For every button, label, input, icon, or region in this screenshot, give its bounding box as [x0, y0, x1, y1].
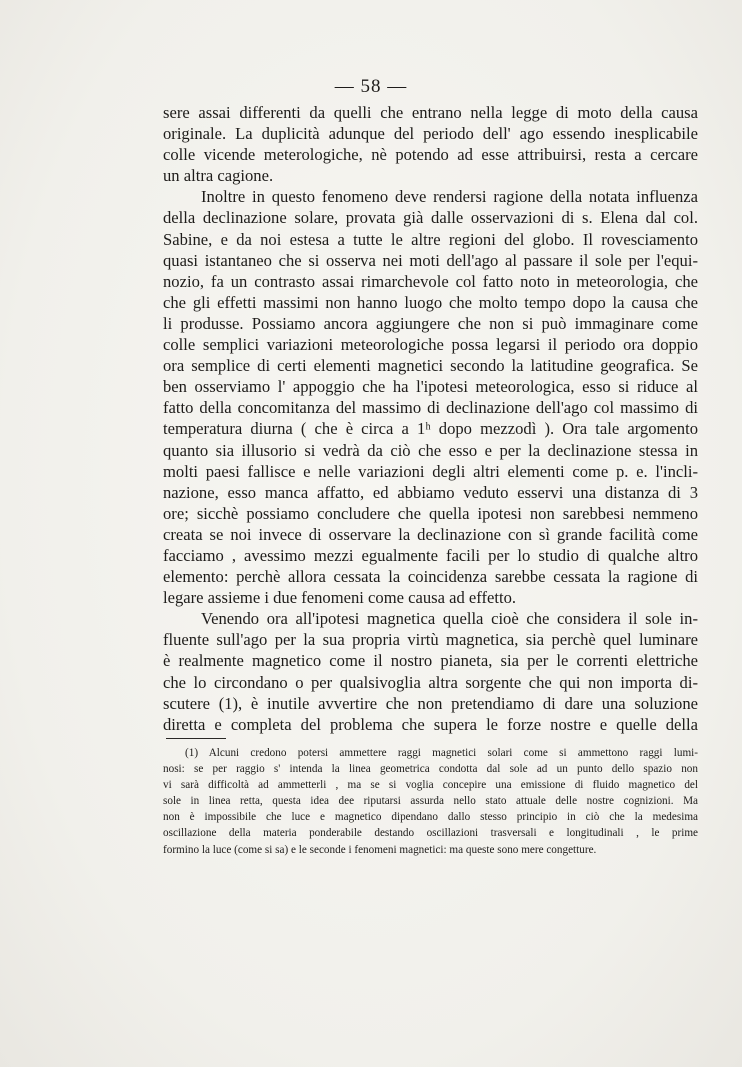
main-text-block	[163, 102, 698, 735]
text-line: colle vicende meterologiche, nè potendo ad esse attribuirsi, resta a cercare	[163, 145, 698, 165]
text-line: Inoltre in questo fenomeno deve rendersi ragione della notata influenza	[201, 187, 698, 207]
footnote-line: nosi: se per raggio s' intenda la linea geometrica condotta dal sole ad un punto dello spazio non	[163, 763, 698, 776]
footnote-line: sole in linea retta, questa idea dee riputarsi assurda nello stato attuale delle nostre cognizioni. Ma	[163, 795, 698, 808]
footnote-block	[163, 745, 698, 858]
text-line: è realmente magnetico come il nostro pianeta, sia per le correnti elettriche	[163, 651, 698, 671]
text-line: sere assai differenti da quelli che entrano nella legge di moto della causa	[163, 103, 698, 122]
footnote-separator-rule	[166, 738, 226, 739]
text-line: scutere (1), è inutile avvertire che non pretendiamo di dare una soluzione	[163, 693, 698, 713]
text-line: nozio, fa un contrasto assai rimarchevole col fatto noto in meteorologia, che	[163, 271, 698, 291]
text-line: ora semplice di certi elementi magnetici secondo la latitudine geografica. Se	[163, 356, 698, 376]
text-line: fatto della concomitanza del massimo di declinazione dell'ago col massimo di	[163, 398, 698, 418]
text-line: fluente sull'ago per la sua propria virtù magnetica, sia perchè quel luminare	[163, 630, 698, 650]
text-line: originale. La duplicità adunque del periodo dell' ago essendo inesplicabile	[163, 124, 698, 144]
text-line: diretta e completa del problema che supera le forze nostre e quelle della	[163, 714, 698, 734]
text-line: legare assieme i due fenomeni come causa ad effetto.	[163, 588, 517, 608]
text-line: temperatura diurna ( che è circa a 1ʰ dopo mezzodì ). Ora tale argomento	[163, 419, 698, 439]
footnote-line: (1) Alcuni credono potersi ammettere raggi magnetici solari come si ammettono raggi lumi-	[185, 747, 698, 759]
page-number: — 58 —	[334, 76, 408, 97]
text-line: quanto sia illusorio si vedrà da ciò che esso e per la declinazione stessa in	[163, 440, 698, 460]
text-line: che lo circondano o per qualsivoglia altra sorgente che qui non importa di-	[163, 672, 698, 692]
footnote-line: oscillazione della materia ponderabile destando oscillazioni trasversali e longitudinali , le prime	[163, 827, 698, 840]
text-line: che gli effetti massimi non hanno luogo che molto tempo dopo la causa che	[163, 292, 698, 312]
text-line: ore; sicchè possiamo concludere che quella ipotesi non sarebbesi nemmeno	[163, 503, 698, 523]
text-line: Venendo ora all'ipotesi magnetica quella cioè che considera il sole in-	[201, 609, 698, 629]
text-line: creata se noi invece di osservare la declinazione con sì grande facilità come	[163, 524, 698, 544]
text-line: un altra cagione.	[163, 166, 274, 186]
text-line: nazione, esso manca affatto, ed abbiamo veduto esservi una distanza di 3	[163, 482, 698, 502]
text-line: li produsse. Possiamo ancora aggiungere che non si può immaginare come	[163, 313, 698, 333]
text-line: colle semplici variazioni meteorologiche possa legarsi il periodo ora doppio	[163, 335, 698, 355]
footnote-line: vi sarà difficoltà ad ammetterli , ma se si voglia concepire una emissione di fluido magnetico del	[163, 779, 698, 792]
footnote-line: non è impossibile che luce e magnetico dipendano dallo stesso principio in ciò che la medesima	[163, 811, 698, 824]
text-line: quasi istantaneo che si osserva nei moti dell'ago al passare il sole per l'equi-	[163, 250, 698, 270]
text-line: ben osserviamo l' appoggio che ha l'ipotesi meteorologica, esso si riduce al	[163, 377, 698, 397]
text-line: molti paesi fallisce e nelle variazioni degli altri elementi come p. e. l'incli-	[163, 461, 698, 481]
text-line: della declinazione solare, provata già dalle osservazioni di s. Elena dal col.	[163, 208, 698, 228]
text-line: elemento: perchè allora cessata la coincidenza sarebbe cessata la ragione di	[163, 567, 698, 587]
text-line: facciamo , avessimo mezzi egualmente facili per lo studio di qualche altro	[163, 545, 698, 565]
text-line: Sabine, e da noi estesa a tutte le altre regioni del globo. Il rovesciamento	[163, 229, 698, 249]
footnote-line: formino la luce (come si sa) e le seconde i fenomeni magnetici: ma queste sono mere congetture.	[163, 843, 597, 856]
